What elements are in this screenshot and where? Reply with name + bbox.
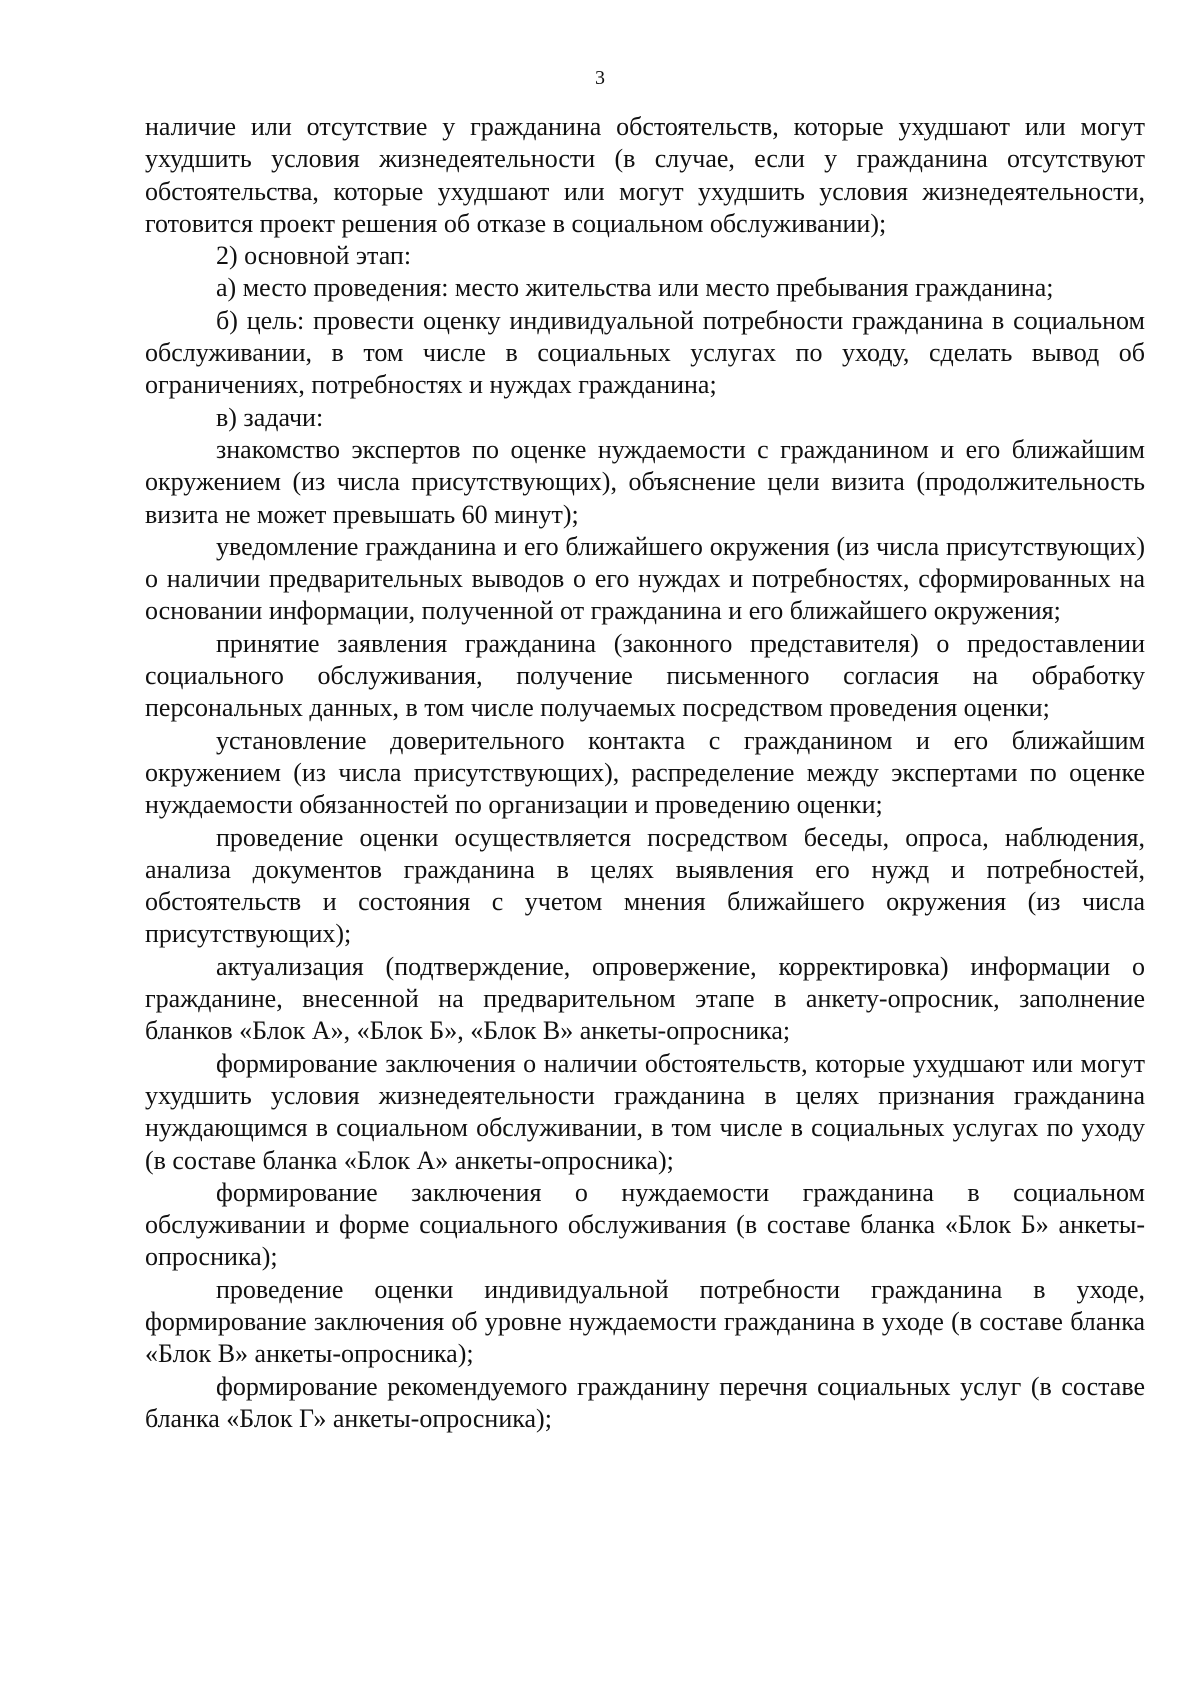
paragraph-11: актуализация (подтверждение, опровержение, корректировка) информации о гражданине, внесенной на предварительном этапе в анкету-опросник, заполнение бланков «Блок А», «Блок Б», «Блок В» анкеты-опросника;: [145, 951, 1145, 1046]
paragraph-2: 2) основной этап:: [216, 241, 412, 271]
paragraph-4: б) цель: провести оценку индивидуальной потребности гражданина в социальном обслуживании, в том числе в социальных услугах по уходу, сделать вывод об ограничениях, потребностях и нуждах гражданина;: [145, 305, 1145, 400]
paragraph-6: знакомство экспертов по оценке нуждаемости с гражданином и его ближайшим окружением (из числа присутствующих), объяснение цели визита (продолжительность визита не может превышать 60 минут);: [145, 434, 1145, 529]
document-body: [145, 111, 1145, 1435]
paragraph-1: наличие или отсутствие у гражданина обстоятельств, которые ухудшают или могут ухудшить условия жизнедеятельности (в случае, если у гражданина отсутствуют обстоятельства, которые ухудшают или могут ухудшить условия жизнедеятельности, готовится проект решения об отказе в социальном обслуживании);: [145, 112, 1145, 238]
paragraph-15: формирование рекомендуемого гражданину перечня социальных услуг (в составе бланка «Блок Г» анкеты-опросника);: [145, 1371, 1145, 1433]
paragraph-8: принятие заявления гражданина (законного представителя) о предоставлении социального обслуживания, получение письменного согласия на обработку персональных данных, в том числе получаемых посредством проведения оценки;: [145, 628, 1145, 723]
paragraph-12: формирование заключения о наличии обстоятельств, которые ухудшают или могут ухудшить условия жизнедеятельности гражданина в целях признания гражданина нуждающимся в социальном обслуживании, в том числе в социальных услугах по уходу (в составе бланка «Блок А» анкеты-опросника);: [145, 1048, 1145, 1175]
paragraph-10: проведение оценки осуществляется посредством беседы, опроса, наблюдения, анализа документов гражданина в целях выявления его нужд и потребностей, обстоятельств и состояния с учетом мнения ближайшего окружения (из числа присутствующих);: [145, 822, 1145, 949]
paragraph-3: а) место проведения: место жительства или место пребывания гражданина;: [216, 273, 1054, 303]
page-number: 3: [595, 67, 605, 89]
paragraph-9: установление доверительного контакта с гражданином и его ближайшим окружением (из числа присутствующих), распределение между экспертами по оценке нуждаемости обязанностей по организации и проведению оценки;: [145, 725, 1145, 820]
paragraph-7: уведомление гражданина и его ближайшего окружения (из числа присутствующих) о наличии предварительных выводов о его нуждах и потребностях, сформированных на основании информации, полученной от гражданина и его ближайшего окружения;: [145, 531, 1145, 626]
paragraph-13: формирование заключения о нуждаемости гражданина в социальном обслуживании и форме социального обслуживания (в составе бланка «Блок Б» анкеты-опросника);: [145, 1177, 1145, 1272]
paragraph-14: проведение оценки индивидуальной потребности гражданина в уходе, формирование заключения об уровне нуждаемости гражданина в уходе (в составе бланка «Блок В» анкеты-опросника);: [145, 1274, 1145, 1369]
paragraph-5: в) задачи:: [216, 402, 324, 432]
